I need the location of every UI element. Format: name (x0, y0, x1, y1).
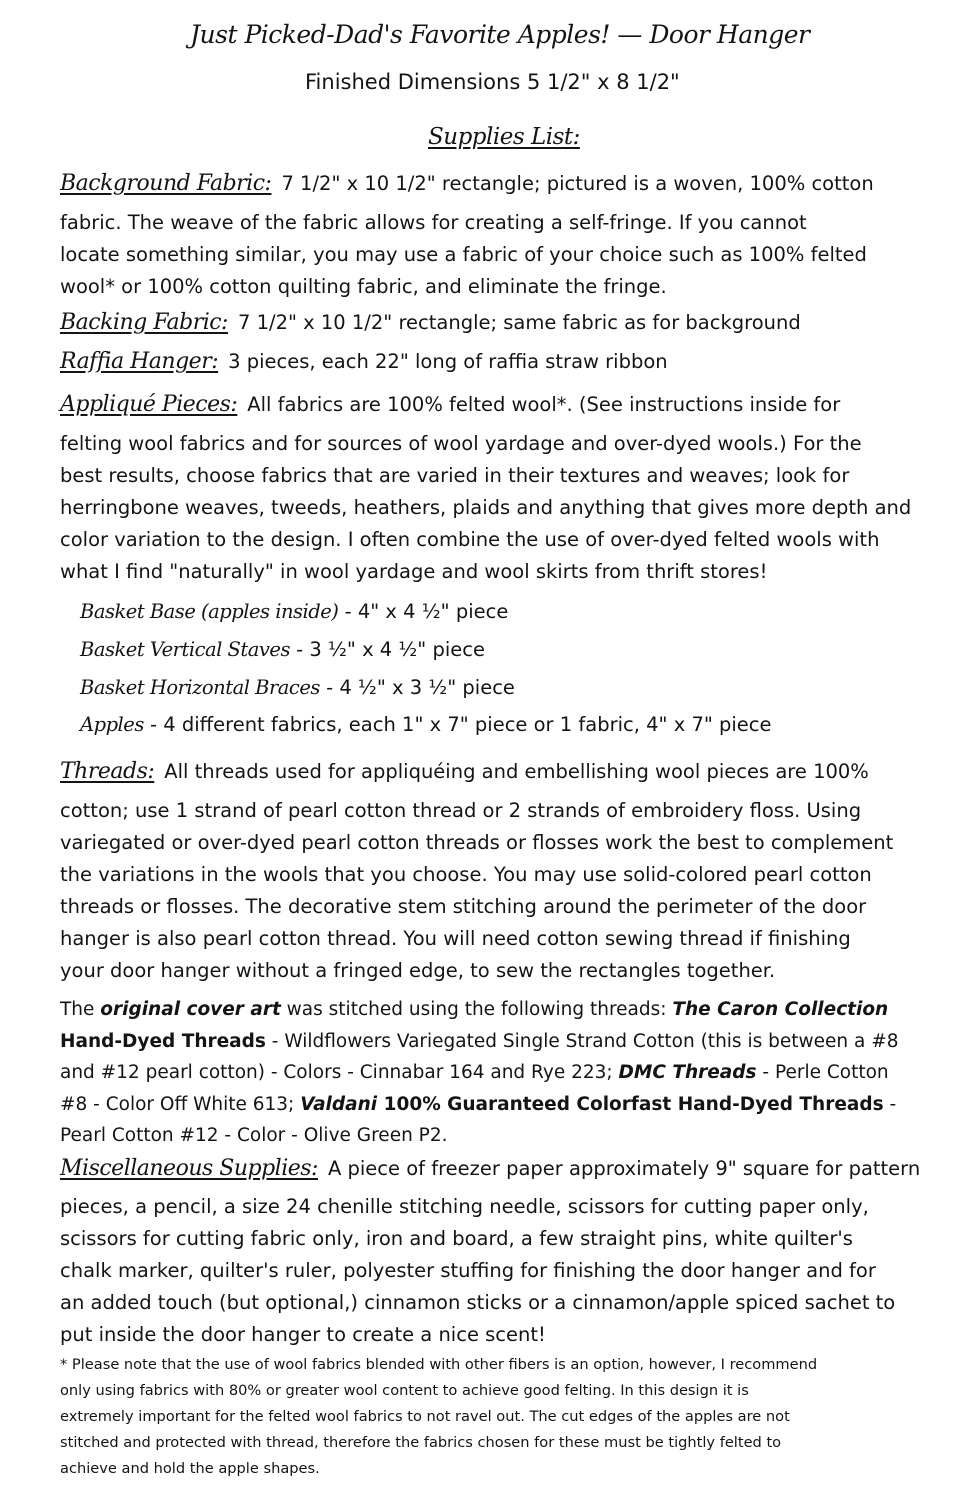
applique-line-6: what I find "naturally" in wool yardage and wool skirts from thrift stores! (60, 560, 768, 583)
applique-item-size: - 4" x 4 ½" piece (344, 600, 509, 623)
misc-line-3: scissors for cutting fabric only, iron and board, a few straight pins, white quilter's (60, 1227, 853, 1250)
misc-line-1 (60, 1153, 935, 1185)
misc-line-6: put inside the door hanger to create a nice scent! (60, 1323, 546, 1346)
applique-item (80, 596, 955, 628)
applique-pieces-text: All fabrics are 100% felted wool*. (See instructions inside for (247, 393, 841, 416)
footnote-line-2: only using fabrics with 80% or greater wool content to achieve good felting. In this design it is (60, 1382, 749, 1399)
threads-label: Threads: (60, 759, 155, 784)
caron-collection-brand: Hand-Dyed Threads (60, 1031, 266, 1052)
misc-line-5: an added touch (but optional,) cinnamon sticks or a cinnamon/apple spiced sachet to (60, 1291, 896, 1314)
supplies-heading: Supplies List: (428, 124, 580, 150)
cover-art-line-2 (60, 1026, 935, 1058)
footnote-line-4: stitched and protected with thread, therefore the fabrics chosen for these must be tightly felted to (60, 1434, 782, 1451)
applique-line-2: felting wool fabrics and for sources of wool yardage and over-dyed wools.) For the (60, 432, 862, 455)
valdani-brand: Valdani (300, 1094, 378, 1115)
threads-line-5: threads or flosses. The decorative stem stitching around the perimeter of the door (60, 895, 867, 918)
applique-item-size: - 4 ½" x 3 ½" piece (326, 676, 515, 699)
applique-line-5: color variation to the design. I often combine the use of over-dyed felted wools with (60, 528, 880, 551)
cover-art-line-3 (60, 1057, 935, 1089)
applique-item-name: Basket Base (apples inside) (80, 600, 339, 623)
threads-line-1 (60, 756, 935, 788)
valdani-brand-detail: 100% Guaranteed Colorfast Hand-Dyed Threads (377, 1094, 884, 1115)
caron-collection-brand: The Caron Collection (672, 999, 889, 1020)
cover-art-line-1 (60, 994, 935, 1026)
applique-pieces-label: Appliqué Pieces: (60, 392, 238, 417)
threads-line-6: hanger is also pearl cotton thread. You will need cotton sewing thread if finishing (60, 927, 851, 950)
cover-art-line-4 (60, 1089, 935, 1121)
cover-art-text: The (60, 999, 101, 1020)
misc-supplies-label: Miscellaneous Supplies: (60, 1156, 318, 1181)
cover-art-text: - Wildflowers Variegated Single Strand Cotton (this is between a #8 (265, 1031, 899, 1052)
cover-art-text: was stitched using the following threads: (280, 999, 673, 1020)
applique-item-size: - 3 ½" x 4 ½" piece (296, 638, 485, 661)
cover-art-line-5: Pearl Cotton #12 - Color - Olive Green P2. (60, 1125, 448, 1146)
cover-art-text: #8 - Color Off White 613; (60, 1094, 301, 1115)
dmc-brand: DMC Threads (618, 1062, 757, 1083)
applique-item-size: - 4 different fabrics, each 1" x 7" piece or 1 fabric, 4" x 7" piece (150, 713, 772, 736)
raffia-hanger-line (60, 346, 935, 378)
backing-fabric-line (60, 307, 935, 339)
applique-item-name: Apples (80, 713, 144, 736)
misc-line-4: chalk marker, quilter's ruler, polyester stuffing for finishing the door hanger and for (60, 1259, 876, 1282)
background-fabric-line-4: wool* or 100% cotton quilting fabric, and eliminate the fringe. (60, 275, 667, 298)
background-fabric-line-2: fabric. The weave of the fabric allows for creating a self-fringe. If you cannot (60, 211, 807, 234)
applique-item-name: Basket Horizontal Braces (80, 676, 320, 699)
applique-item (80, 709, 955, 741)
footnote-line-3: extremely important for the felted wool fabrics to not ravel out. The cut edges of the apples are not (60, 1408, 790, 1425)
cover-art-text: - (883, 1094, 897, 1115)
cover-art-text: and #12 pearl cotton) - Colors - Cinnabar 164 and Rye 223; (60, 1062, 619, 1083)
threads-line-3: variegated or over-dyed pearl cotton threads or flosses work the best to complement (60, 831, 894, 854)
raffia-hanger-text: 3 pieces, each 22" long of raffia straw ribbon (228, 350, 668, 373)
footnote-line-1: * Please note that the use of wool fabrics blended with other fibers is an option, however, I recommend (60, 1356, 818, 1373)
applique-item-name: Basket Vertical Staves (80, 638, 290, 661)
misc-line-2: pieces, a pencil, a size 24 chenille stitching needle, scissors for cutting paper only, (60, 1195, 869, 1218)
raffia-hanger-label: Raffia Hanger: (60, 349, 219, 374)
backing-fabric-label: Backing Fabric: (60, 310, 228, 335)
applique-line-3: best results, choose fabrics that are varied in their textures and weaves; look for (60, 464, 850, 487)
threads-text: All threads used for appliquéing and embellishing wool pieces are 100% (164, 760, 869, 783)
background-fabric-text: 7 1/2" x 10 1/2" rectangle; pictured is a woven, 100% cotton (281, 172, 874, 195)
applique-line-4: herringbone weaves, tweeds, heathers, plaids and anything that gives more depth and (60, 496, 912, 519)
footnote-line-5: achieve and hold the apple shapes. (60, 1460, 320, 1477)
background-fabric-line-3: locate something similar, you may use a fabric of your choice such as 100% felted (60, 243, 867, 266)
background-fabric-label: Background Fabric: (60, 171, 272, 196)
backing-fabric-text: 7 1/2" x 10 1/2" rectangle; same fabric as for background (237, 311, 801, 334)
cover-art-text: - Perle Cotton (756, 1062, 889, 1083)
applique-item (80, 634, 955, 666)
page-title: Just Picked-Dad's Favorite Apples! — Door Hanger (190, 20, 810, 49)
background-fabric-line-1 (60, 168, 935, 200)
misc-supplies-text: A piece of freezer paper approximately 9" square for pattern (327, 1157, 921, 1180)
applique-line-1 (60, 389, 935, 421)
cover-art-emphasis: original cover art (100, 999, 281, 1020)
threads-line-4: the variations in the wools that you choose. You may use solid-colored pearl cotton (60, 863, 872, 886)
applique-item (80, 672, 955, 704)
threads-line-2: cotton; use 1 strand of pearl cotton thread or 2 strands of embroidery floss. Using (60, 799, 862, 822)
threads-line-7: your door hanger without a fringed edge, to sew the rectangles together. (60, 959, 776, 982)
finished-dimensions: Finished Dimensions 5 1/2" x 8 1/2" (305, 70, 680, 94)
